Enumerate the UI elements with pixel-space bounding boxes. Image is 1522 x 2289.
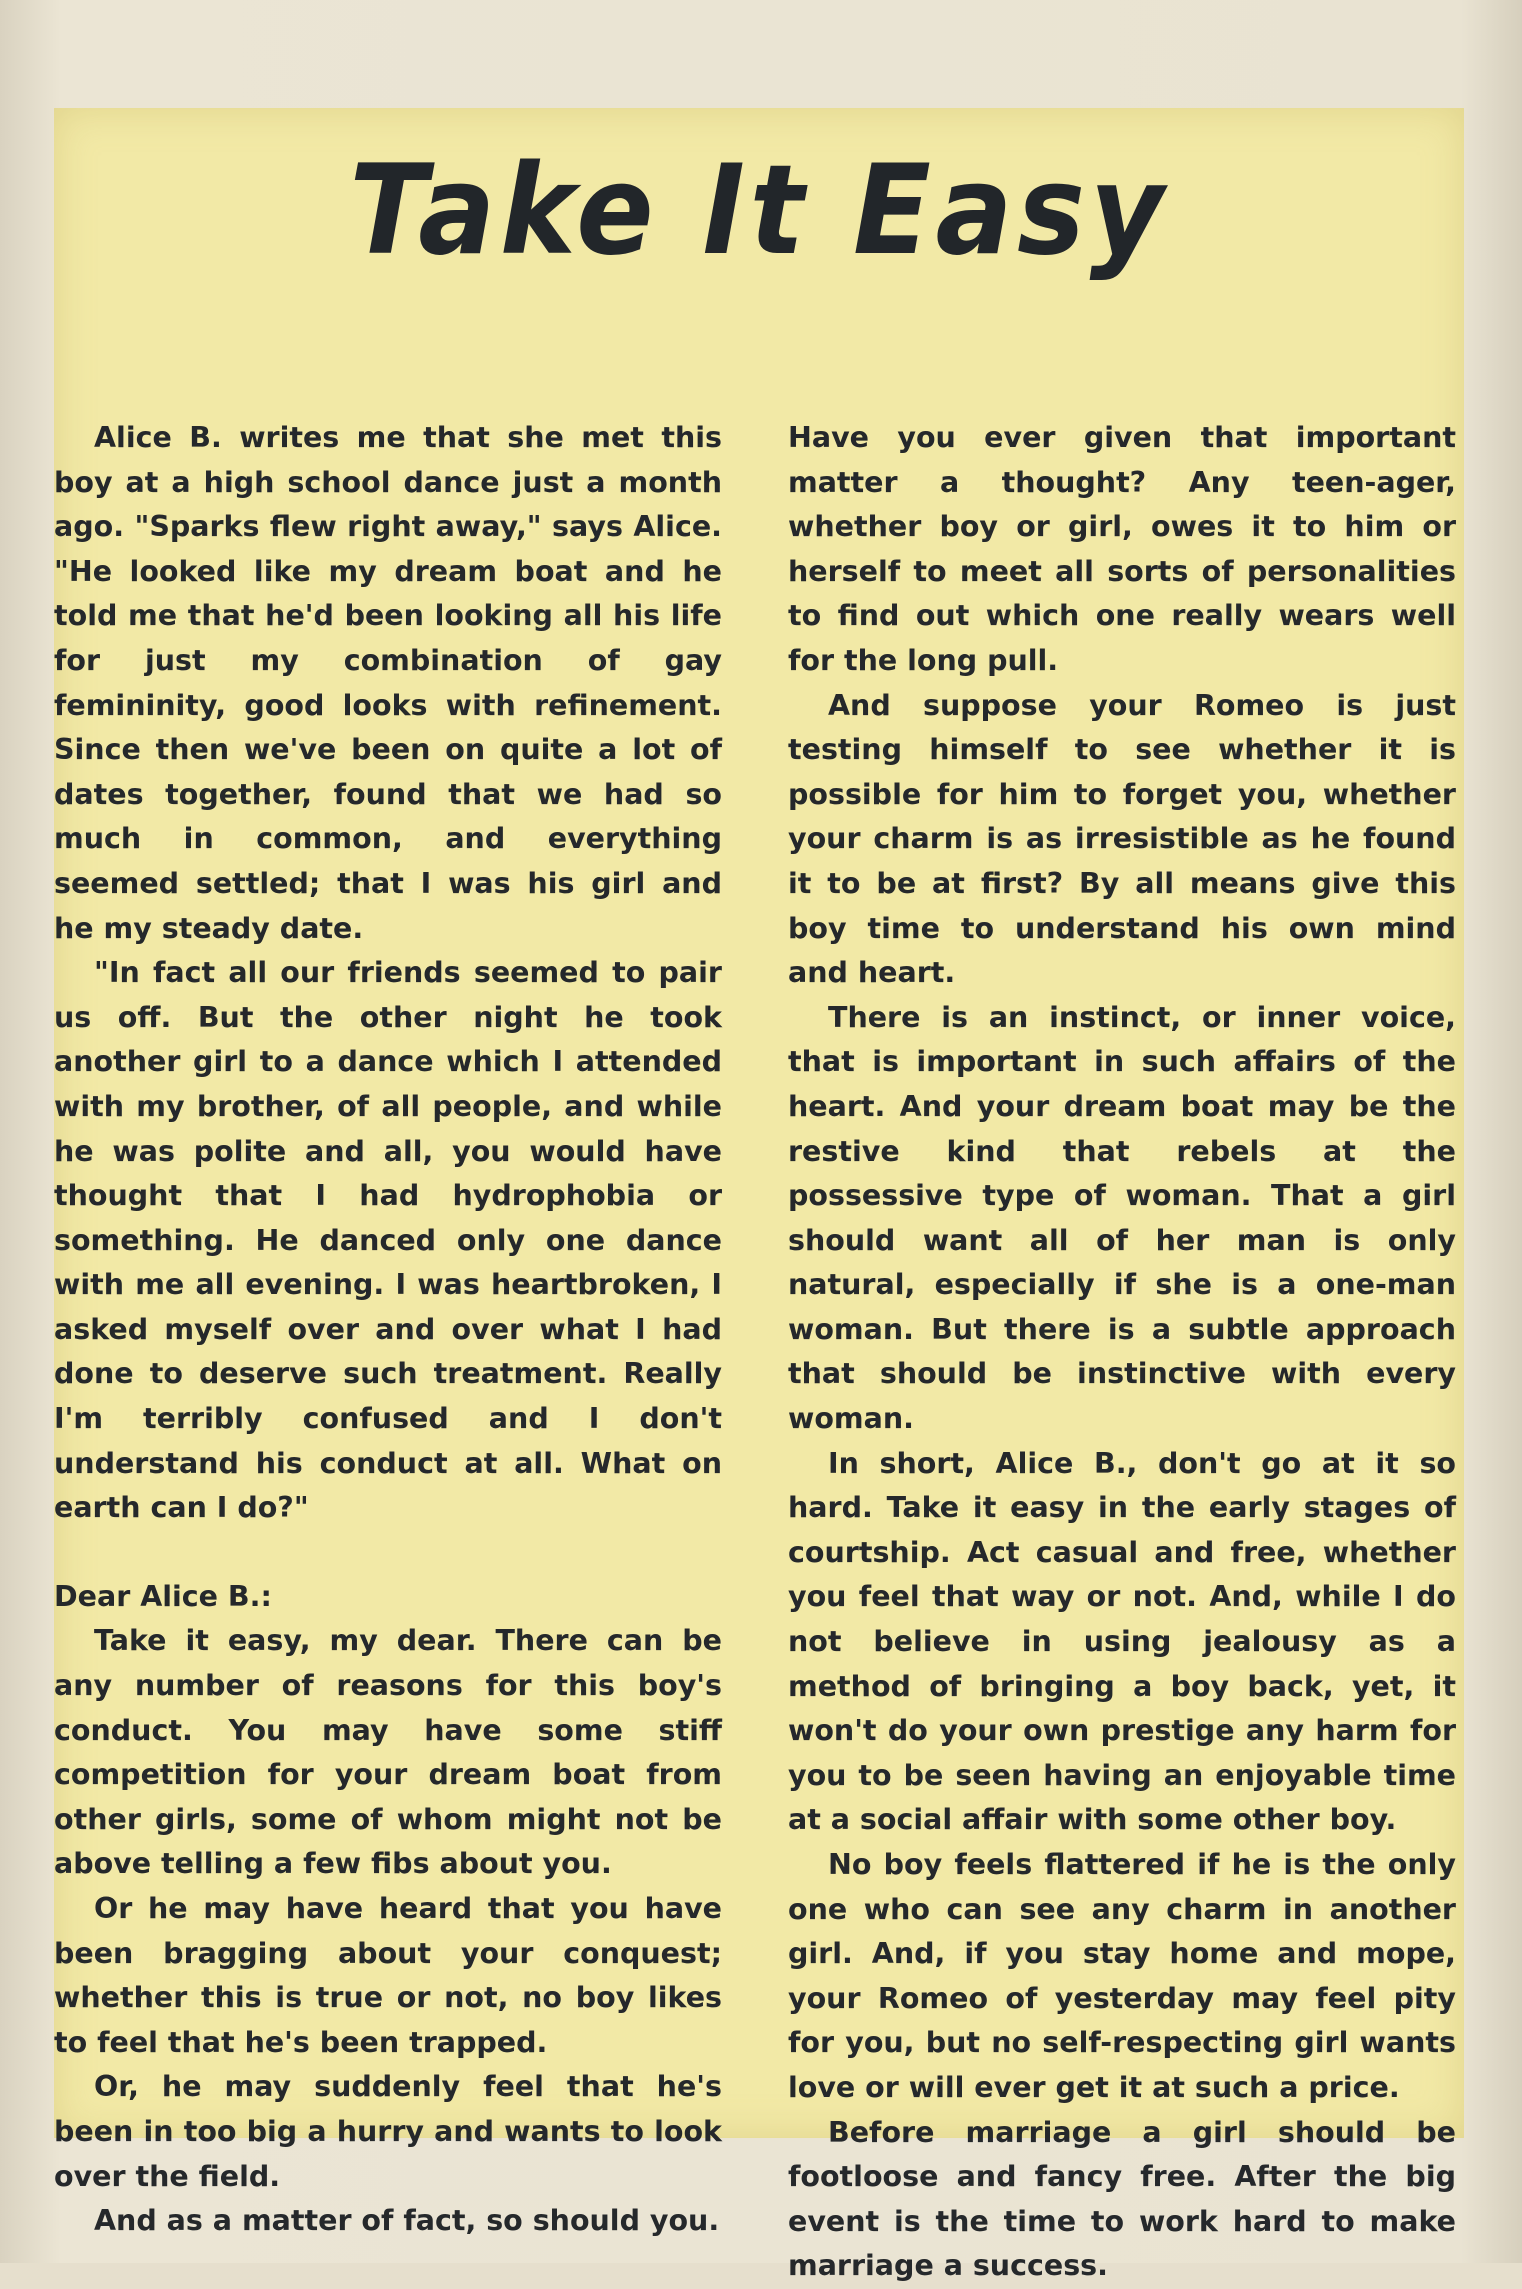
reply-paragraph-3: Or, he may suddenly feel that he's been in too big a hurry and wants to look over the field. xyxy=(54,2070,722,2193)
reply-paragraph-7: There is an instinct, or inner voice, that is important in such affairs of the heart. And your dream boat may be the restive kind that rebels at the possessive type of woman. That a girl should want all of her man is only natural, especially if she is a one-man woman. But there is a subtle approach that should be instinctive with every woman. xyxy=(788,1000,1456,1436)
reply-paragraph-1: Take it easy, my dear. There can be any number of reasons for this boy's conduct. You may have some stiff competition for your dream boat from other girls, some of whom might not be above telling a few fibs about you. xyxy=(54,1624,722,1881)
paragraph-gap xyxy=(54,1531,722,1575)
reply-paragraph-2: Or he may have heard that you have been bragging about your conquest; whether this is true or not, no boy likes to feel that he's been trapped. xyxy=(54,1892,722,2059)
letter-paragraph-1: Alice B. writes me that she met this boy at a high school dance just a month ago. "Sparks flew right away," says Alice. "He looked like my dream boat and he told me that he'd been looking all his life for just my combination of gay femininity, good looks with refinement. Since then we've been on quite a lot of dates together, found that we had so much in common, and everything seemed settled; that I was his girl and he my steady date. xyxy=(54,421,722,945)
reply-paragraph-10: Before marriage a girl should be footloose and fancy free. After the big event is the time to work hard to make marriage a success. xyxy=(788,2115,1456,2283)
reply-paragraph-6: And suppose your Romeo is just testing himself to see whether it is possible for him to forget you, whether your charm is as irresistible as he found it to be at first? By all means give this boy time to understand his own mind and heart. xyxy=(788,688,1456,990)
reply-paragraph-5: Have you ever given that important matter a thought? Any teen-ager, whether boy or girl, owes it to him or herself to meet all sorts of personalities to find out which one really wears well for the long pull. xyxy=(788,421,1456,677)
article-title: Take It Easy xyxy=(349,139,1169,283)
letter-paragraph-2: "In fact all our friends seemed to pair us off. But the other night he took another girl to a dance which I attended with my brother, of all people, and while he was polite and all, you would have thought that I had hydrophobia or something. He danced only one dance with me all evening. I was heartbroken, I asked myself over and over what I had done to deserve such treatment. Really I'm terribly confused and I don't understand his conduct at all. What on earth can I do?" xyxy=(54,956,722,1525)
left-column xyxy=(54,416,722,2244)
right-column xyxy=(788,416,1456,2289)
reply-paragraph-9: No boy feels flattered if he is the only one who can see any charm in another girl. And, if you stay home and mope, your Romeo of yesterday may feel pity for you, but no self-respecting girl wants love or will ever get it at such a price. xyxy=(788,1848,1456,2104)
article-panel xyxy=(54,108,1464,2283)
reply-salutation: Dear Alice B.: xyxy=(54,1579,272,1613)
reply-paragraph-8: In short, Alice B., don't go at it so hard. Take it easy in the early stages of courtship. Act casual and free, whether you feel that way or not. And, while I do not believe in using jealousy as a method of bringing a boy back, yet, it won't do your own prestige any harm for you to be seen having an enjoyable time at a social affair with some other boy. xyxy=(788,1446,1456,1837)
reply-paragraph-4: And as a matter of fact, so should you. xyxy=(94,2204,720,2238)
